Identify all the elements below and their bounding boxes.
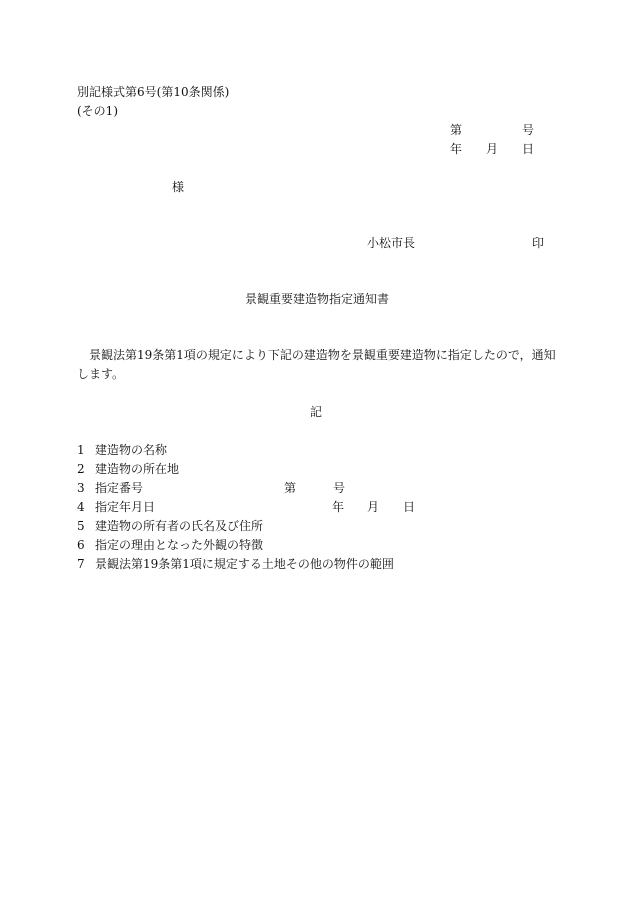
ki-mark: 記 [310,405,323,419]
document-title: 景観重要建造物指定通知書 [245,292,390,306]
item-month: 月 [367,500,380,514]
item-number: 3 [77,481,85,495]
item-number: 2 [77,462,85,476]
item-go: 号 [333,481,346,495]
item-label: 指定の理由となった外観の特徴 [95,538,264,552]
item-label: 建造物の名称 [95,443,168,457]
item-label: 景観法第19条第1項に規定する土地その他の物件の範囲 [95,557,394,571]
item-number: 4 [77,500,85,514]
body-paragraph: 景観法第19条第1項の規定により下記の建造物を景観重要建造物に指定したので，通知します。 [77,348,556,381]
reference-day: 日 [522,142,535,156]
item-number: 5 [77,519,85,533]
recipient-sama: 様 [172,180,185,194]
item-number: 7 [77,557,85,571]
reference-go: 号 [522,123,535,137]
item-label: 指定年月日 [95,500,156,514]
item-day: 日 [403,500,416,514]
reference-year: 年 [450,142,463,156]
form-sub-header: (その1) [77,104,118,118]
item-number: 1 [77,443,85,457]
item-label: 建造物の所在地 [95,462,180,476]
reference-dai: 第 [450,123,463,137]
item-label: 建造物の所有者の氏名及び住所 [95,519,264,533]
item-dai: 第 [284,481,297,495]
item-year: 年 [332,500,345,514]
form-header: 別記様式第6号(第10条関係) [77,85,230,99]
item-number: 6 [77,538,85,552]
issuer-seal: 印 [532,236,545,250]
issuer-name: 小松市長 [367,236,416,250]
reference-month: 月 [486,142,499,156]
item-label: 指定番号 [95,481,144,495]
